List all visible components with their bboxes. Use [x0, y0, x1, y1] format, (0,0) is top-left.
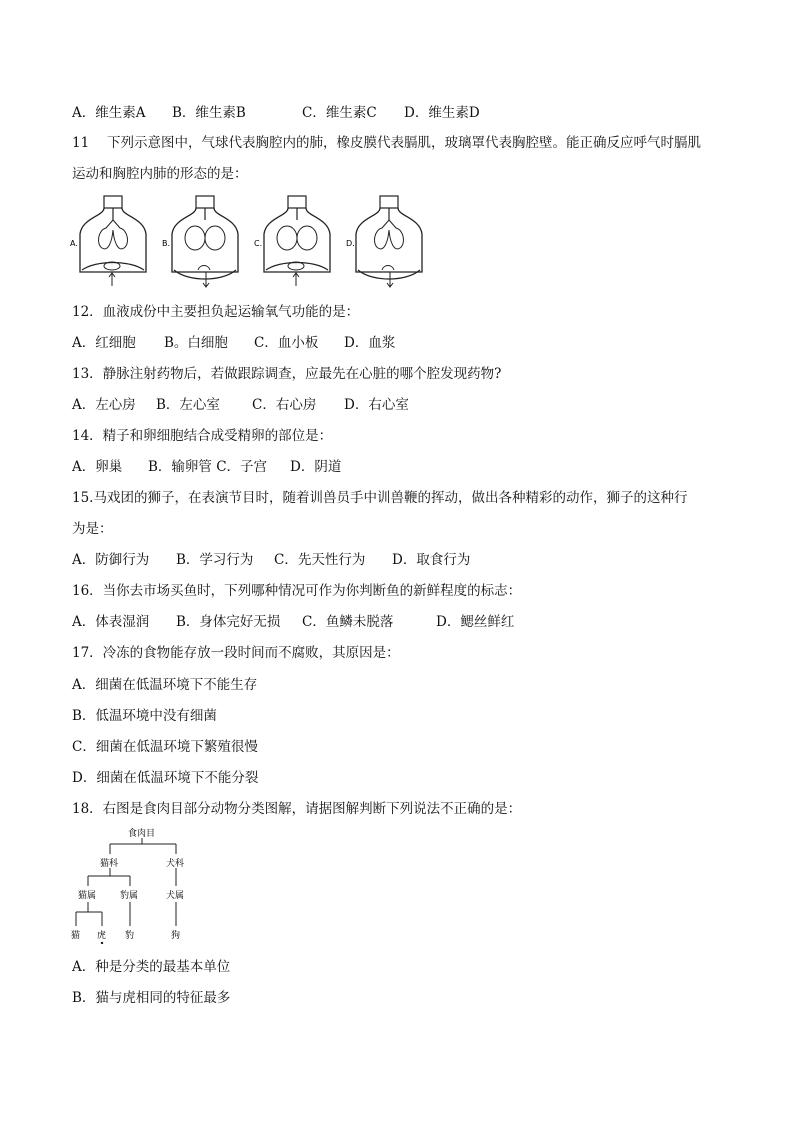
tree-family-dog: 犬科 [166, 859, 185, 869]
tree-species-cat: 猫 [71, 931, 81, 941]
q14-option-bc: B．输卵管 C．子宫 [148, 459, 268, 475]
fig-label-b: B. [162, 239, 171, 248]
q15-option-b: B．学习行为 [176, 552, 254, 568]
q11-bell-jar-figure [68, 190, 428, 292]
tree-species-leopard: 豹 [125, 931, 135, 941]
tree-genus-felis: 猫属 [78, 891, 97, 901]
q16-option-d: D．鳃丝鲜红 [436, 614, 515, 630]
tree-genus-canis: 犬属 [166, 891, 185, 901]
q11-stem-line2: 运动和胸腔内肺的形态的是： [72, 166, 248, 182]
tree-genus-panthera: 豹属 [120, 891, 139, 901]
q12-stem: 12．血液成份中主要担负起运输氧气功能的是： [72, 304, 360, 320]
q15-stem-line2: 为是： [72, 521, 113, 537]
tree-order: 食肉目 [128, 829, 156, 839]
jar-c [264, 196, 330, 286]
q10-option-a: A．维生素A [72, 105, 146, 121]
jar-d [356, 196, 422, 287]
fig-label-a: A. [70, 239, 78, 248]
q12-option-b: B。白细胞 [164, 335, 228, 351]
q18-stem: 18．右图是食肉目部分动物分类图解，请据图解判断下列说法不正确的是： [72, 801, 522, 817]
tree-species-tiger: 虎 [97, 931, 107, 941]
q17-option-b: B．低温环境中没有细菌 [72, 708, 217, 724]
q14-stem: 14．精子和卵细胞结合成受精卵的部位是： [72, 428, 333, 444]
q10-option-c: C．维生素C [302, 105, 377, 121]
q17-stem: 17．冷冻的食物能存放一段时间而不腐败，其原因是： [72, 645, 400, 661]
jar-b [172, 196, 238, 287]
q18-option-b: B．猫与虎相同的特征最多 [72, 990, 231, 1006]
q12-option-a: A．红细胞 [72, 335, 136, 351]
q13-option-c: C．右心房 [252, 397, 317, 413]
q15-stem-line1: 15.马戏团的狮子，在表演节目时，随着训兽员手中训兽鞭的挥动，做出各种精彩的动作，狮子的这种行 [72, 490, 688, 506]
q16-option-a: A．体表湿润 [72, 614, 150, 630]
fig-label-c: C. [254, 239, 263, 248]
q10-option-b: B．维生素B [172, 105, 246, 121]
q11-stem-line1: 11 下列示意图中，气球代表胸腔内的肺，橡皮膜代表膈肌，玻璃罩代表胸腔壁。能正确反应呼气时膈肌 [72, 135, 701, 151]
q16-stem: 16．当你去市场买鱼时，下列哪种情况可作为你判断鱼的新鲜程度的标志： [72, 583, 522, 599]
q14-option-a: A．卵巢 [72, 459, 123, 475]
q15-option-d: D．取食行为 [392, 552, 471, 568]
tree-family-cat: 猫科 [100, 859, 119, 869]
q14-option-d: D．阴道 [290, 459, 342, 475]
q15-option-a: A．防御行为 [72, 552, 150, 568]
q16-option-b: B．身体完好无损 [176, 614, 281, 630]
q16-option-c: C．鱼鳞未脱落 [302, 614, 394, 630]
q10-option-d: D．维生素D [404, 105, 480, 121]
q13-option-d: D．右心室 [344, 397, 409, 413]
q17-option-c: C．细菌在低温环境下繁殖很慢 [72, 739, 258, 755]
q15-option-c: C．先天性行为 [274, 552, 366, 568]
tree-species-dog: 狗 [171, 931, 181, 941]
q13-option-b: B．左心室 [156, 397, 220, 413]
q18-option-a: A．种是分类的最基本单位 [72, 959, 231, 975]
jar-a [80, 196, 146, 286]
q12-option-c: C．血小板 [254, 335, 319, 351]
q12-option-d: D．血浆 [344, 335, 396, 351]
q13-stem: 13．静脉注射药物后，若做跟踪调查，应最先在心脏的哪个腔发现药物? [72, 366, 502, 382]
q13-option-a: A．左心房 [72, 397, 136, 413]
fig-label-d: D. [346, 239, 355, 248]
q17-option-d: D．细菌在低温环境下不能分裂 [72, 770, 259, 786]
q17-option-a: A．细菌在低温环境下不能生存 [72, 677, 258, 693]
q18-classification-tree [70, 824, 200, 948]
